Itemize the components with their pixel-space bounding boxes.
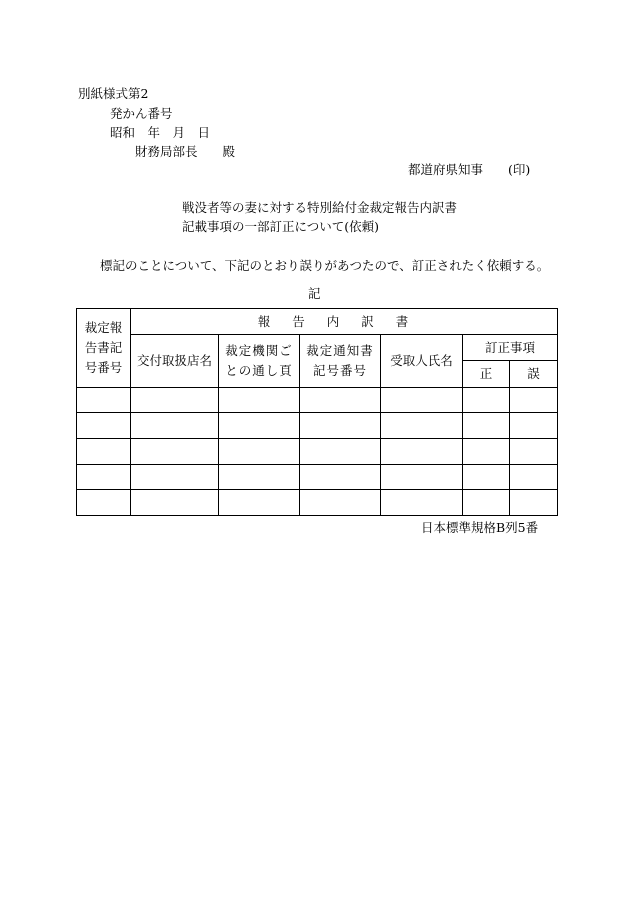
addressee: 財務局部長 殿 <box>135 144 236 159</box>
title-line-1: 戦没者等の妻に対する特別給付金裁定報告内訳書 <box>182 200 458 215</box>
header-recipient: 受取人氏名 <box>381 335 463 388</box>
table-row <box>77 439 558 465</box>
table-row <box>77 465 558 490</box>
ki-heading: 記 <box>308 286 321 301</box>
header-branch: 交付取扱店名 <box>131 335 219 388</box>
body-text: 標記のことについて、下記のとおり誤りがあつたので、訂正されたく依頼する。 <box>100 258 550 273</box>
header-correct: 正 <box>463 361 510 388</box>
header-report-details: 報告内訳書 <box>131 309 558 335</box>
header-correction: 訂正事項 <box>463 335 558 361</box>
table-row <box>77 388 558 413</box>
header-report-number: 裁定報 告書記 号番号 <box>77 309 131 388</box>
sender: 都道府県知事 (印) <box>408 162 531 177</box>
header-page: 裁定機関ご との通し頁 <box>219 335 300 388</box>
header-error: 誤 <box>510 361 558 388</box>
title-line-2: 記載事項の一部訂正について(依頼) <box>182 219 380 234</box>
table-row <box>77 413 558 439</box>
footer-note: 日本標準規格B列5番 <box>421 520 539 535</box>
date-line: 昭和 年 月 日 <box>110 125 211 140</box>
report-table <box>76 308 558 516</box>
header-notice-number: 裁定通知書 記号番号 <box>300 335 381 388</box>
issue-number: 発かん番号 <box>110 106 173 121</box>
form-label: 別紙様式第2 <box>78 86 149 101</box>
table-row <box>77 490 558 516</box>
